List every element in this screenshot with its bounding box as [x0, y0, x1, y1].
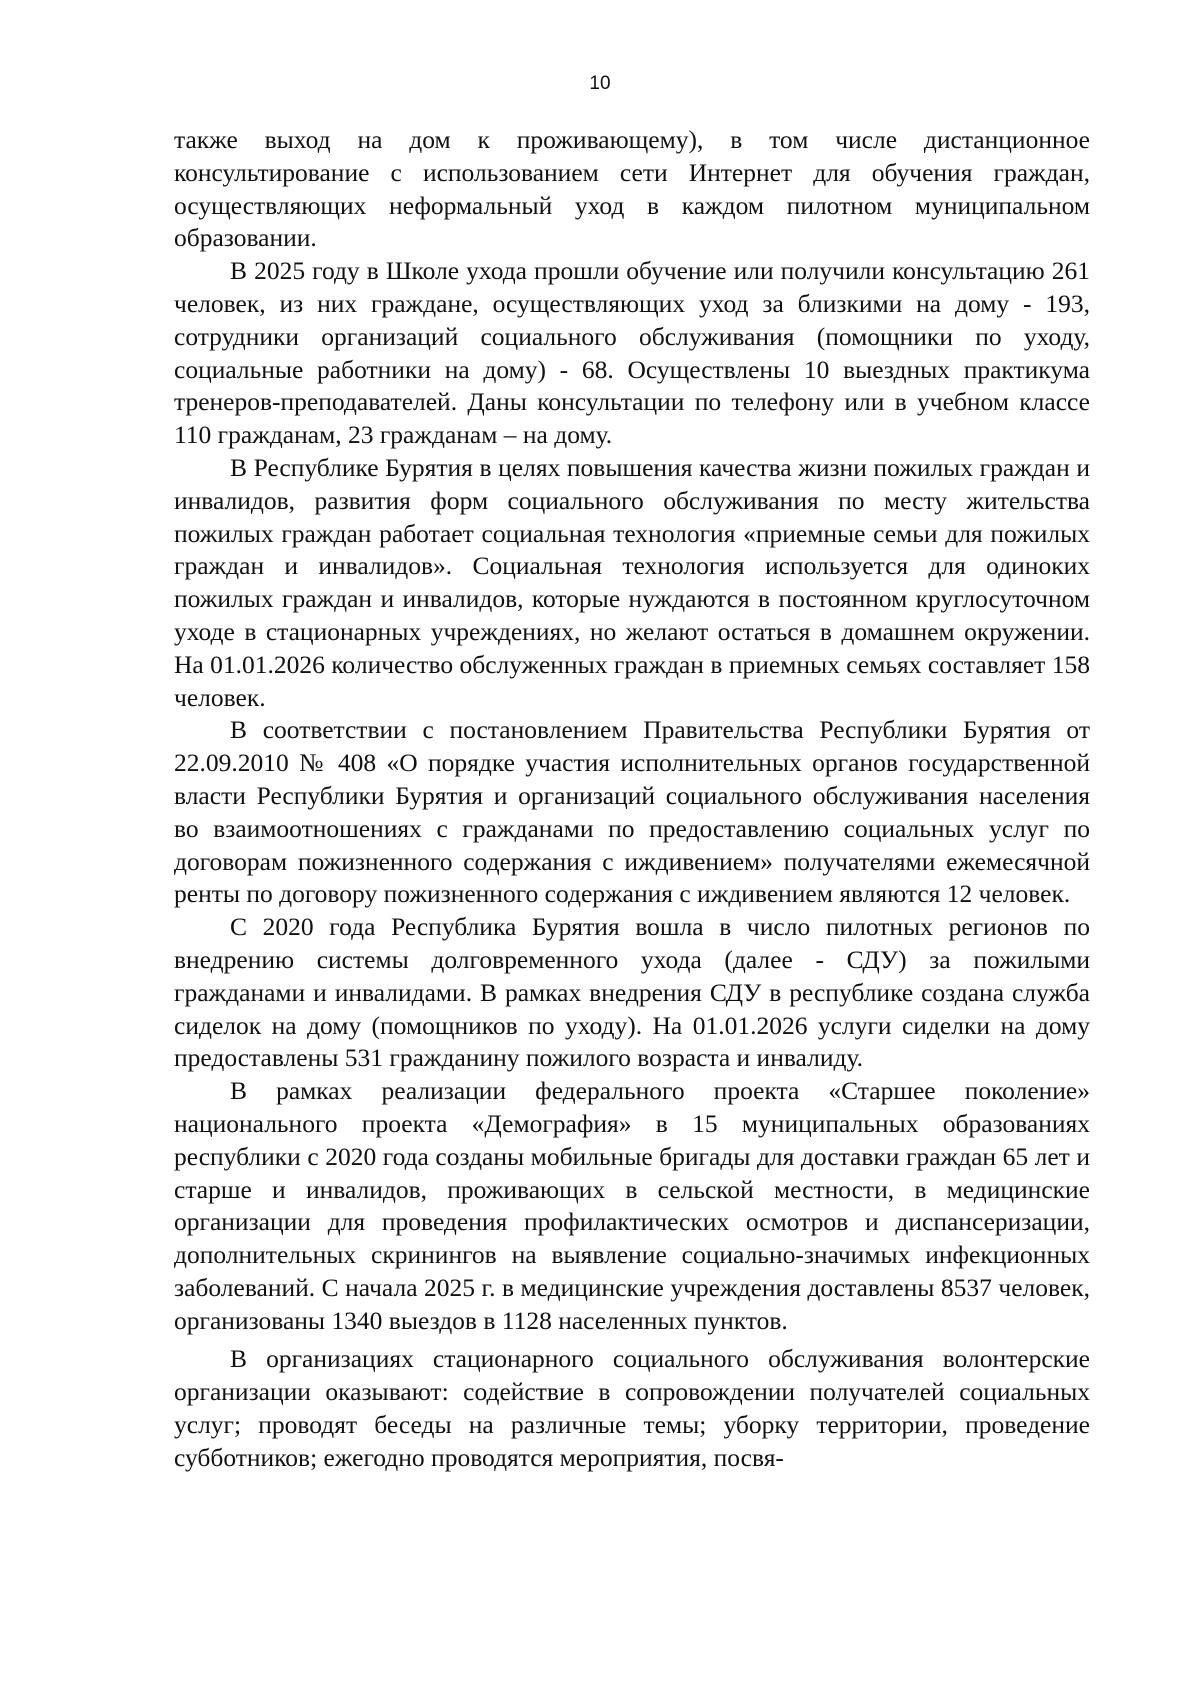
paragraph-volunteer-organizations: В организациях стационарного социального обслуживания волонтерские организации оказывают: содействие в сопровождении получателей социальных услуг; проводят беседы на различные темы; уборку территории, проведение субботников; ежегодно проводятся мероприятия, посвя- — [174, 1344, 1090, 1472]
paragraph-school-of-care-2025: В 2025 году в Школе ухода прошли обучение или получили консультацию 261 человек, из них граждане, осуществляющих уход за близкими на дому - 193, сотрудники организаций социального обслуживания (помощники по уходу, социальные работники на дому) - 68. Осуществлены 10 выездных практикума тренеров-преподавателей. Даны консультации по телефону или в учебном классе 110 гражданам, 23 гражданам – на дому. — [174, 256, 1090, 450]
paragraph-foster-families: В Республике Бурятия в целях повышения качества жизни пожилых граждан и инвалидов, развития форм социального обслуживания по месту жительства пожилых граждан работает социальная технология «приемные семьи для пожилых граждан и инвалидов». Социальная технология используется для одиноких пожилых граждан и инвалидов, которые нуждаются в постоянном круглосуточном уходе в стационарных учреждениях, но желают остаться в домашнем окружении. На 01.01.2026 количество обслуженных граждан в приемных семьях составляет 158 человек. — [174, 452, 1090, 712]
paragraph-long-term-care-system: С 2020 года Республика Бурятия вошла в число пилотных регионов по внедрению системы долговременного ухода (далее - СДУ) за пожилыми гражданами и инвалидами. В рамках внедрения СДУ в республике создана служба сиделок на дому (помощников по уходу). На 01.01.2026 услуги сиделки на дому предоставлены 531 гражданину пожилого возраста и инвалиду. — [174, 912, 1090, 1073]
document-body — [174, 124, 1090, 1475]
paragraph-school-of-care-continued: также выход на дом к проживающему), в том числе дистанционное консультирование с использованием сети Интернет для обучения граждан, осуществляющих неформальный уход в каждом пилотном муниципальном образовании. — [174, 125, 1090, 253]
page-number: 10 — [589, 73, 611, 94]
paragraph-life-annuity: В соответствии с постановлением Правительства Республики Бурятия от 22.09.2010 № 408 «О порядке участия исполнительных органов государственной власти Республики Бурятия и организаций социального обслуживания населения во взаимоотношениях с гражданами по предоставлению социальных услуг по договорам пожизненного содержания с иждивением» получателями ежемесячной ренты по договору пожизненного содержания с иждивением являются 12 человек. — [174, 715, 1090, 909]
paragraph-mobile-brigades: В рамках реализации федерального проекта «Старшее поколение» национального проекта «Демография» в 15 муниципальных образованиях республики с 2020 года созданы мобильные бригады для доставки граждан 65 лет и старше и инвалидов, проживающих в сельской местности, в медицинские организации для проведения профилактических осмотров и диспансеризации, дополнительных скринингов на выявление социально-значимых инфекционных заболеваний. С начала 2025 г. в медицинские учреждения доставлены 8537 человек, организованы 1340 выездов в 1128 населенных пунктов. — [174, 1076, 1090, 1335]
